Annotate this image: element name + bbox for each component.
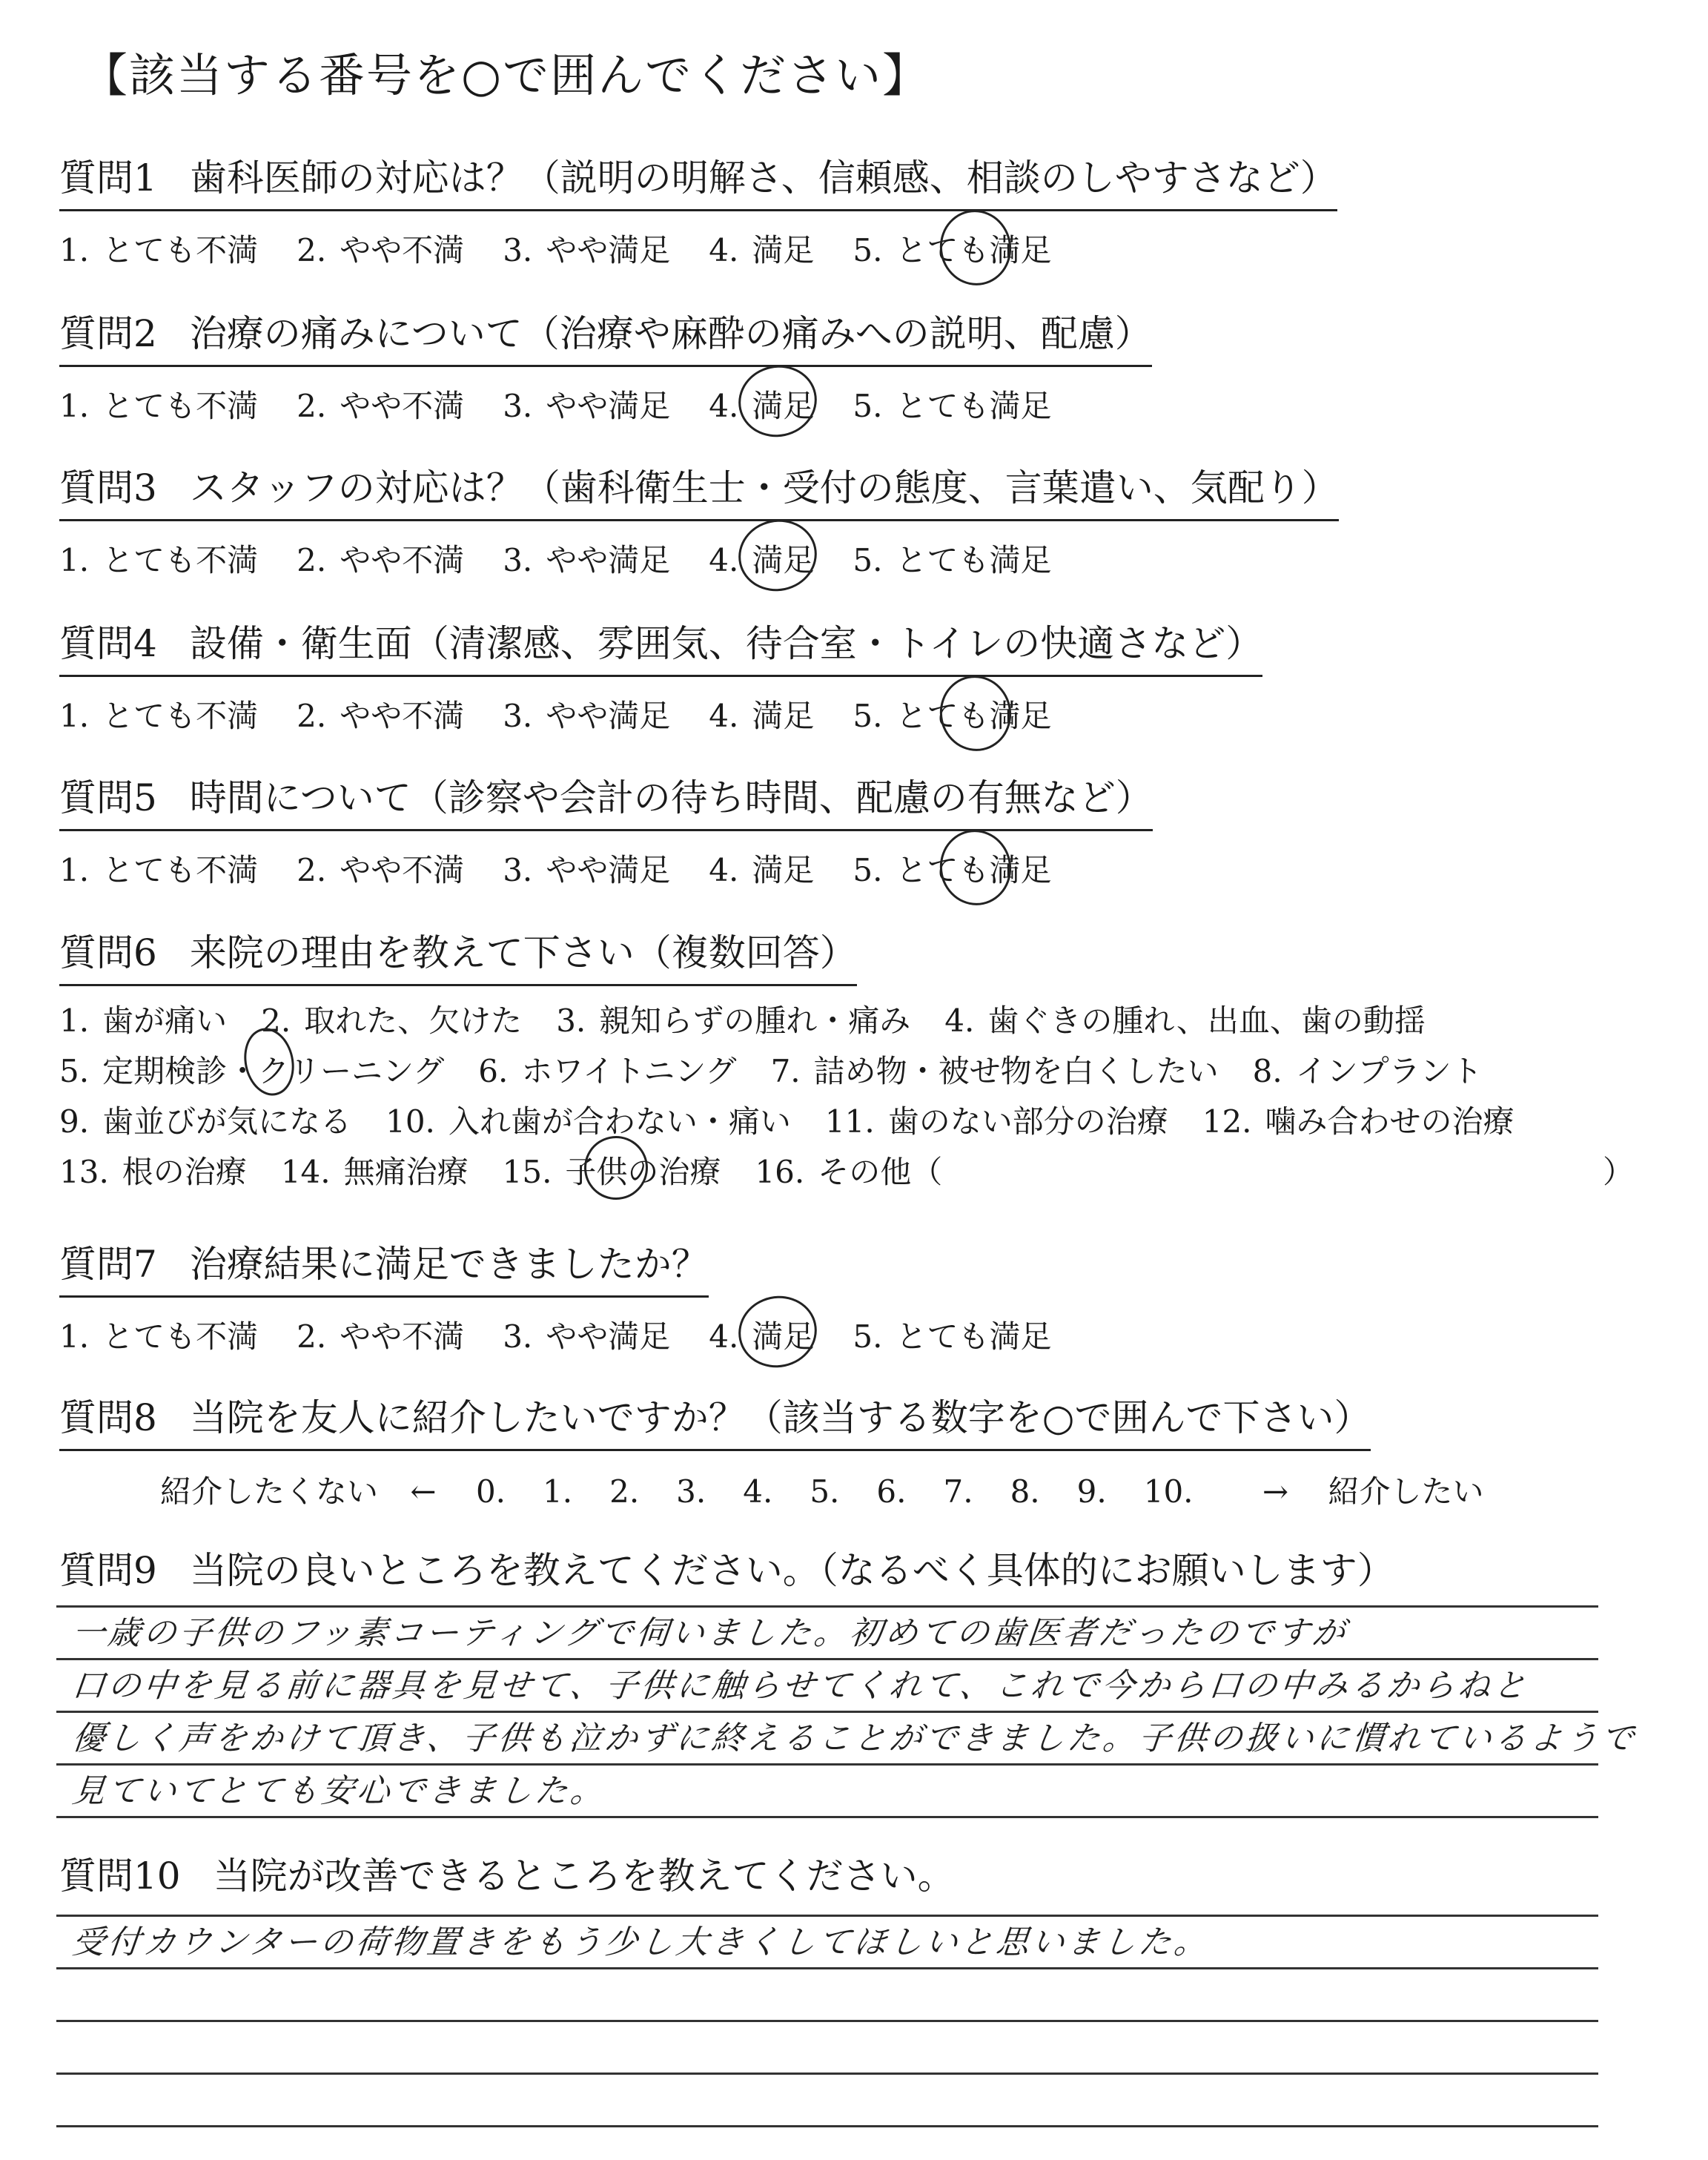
option-label: 根の治療 xyxy=(122,1154,247,1190)
option-label: 入れ歯が合わない・痛い xyxy=(448,1103,791,1140)
scale-number[interactable]: 7. xyxy=(943,1473,973,1510)
option-label: やや不満 xyxy=(340,232,465,268)
answer-option[interactable] xyxy=(297,226,464,271)
option-number: 5. xyxy=(853,852,883,888)
option-label: やや満足 xyxy=(546,232,671,268)
option-label: とても不満 xyxy=(102,542,259,578)
reason-option[interactable] xyxy=(59,997,227,1041)
question-7 xyxy=(59,1235,1090,1357)
option-label: その他（ xyxy=(818,1154,943,1190)
option-number: 1. xyxy=(59,698,90,734)
option-number: 3. xyxy=(503,232,533,268)
answer-option[interactable] xyxy=(853,692,1051,736)
question-text: 時間について（診察や会計の待ち時間、配慮の有無など） xyxy=(189,776,1153,819)
q9-answer-area[interactable] xyxy=(56,1605,1639,1818)
option-label: 無痛治療 xyxy=(343,1154,469,1190)
question-title xyxy=(59,304,1152,367)
option-number: 4. xyxy=(709,232,739,268)
option-number: 1. xyxy=(59,1318,90,1355)
option-number: 4. xyxy=(709,698,739,734)
answer-option[interactable] xyxy=(709,226,814,271)
scale-numbers xyxy=(476,1473,1231,1510)
handwritten-answer: 口の中を見る前に器具を見せて、子供に触らせてくれて、これで今から口の中みるからねと xyxy=(70,1667,1532,1705)
option-number: 14. xyxy=(280,1154,331,1190)
scale-number[interactable]: 10. xyxy=(1143,1473,1194,1510)
reason-option[interactable] xyxy=(478,1047,736,1091)
question-3 xyxy=(59,458,1339,581)
option-number: 2. xyxy=(297,1318,327,1355)
left-arrow-icon: ← xyxy=(410,1473,437,1510)
handwritten-answer: 受付カウンターの荷物置きをもう少し大きくしてほしいと思いました。 xyxy=(70,1923,1212,1961)
question-text: 当院の良いところを教えてください。（なるべく具体的にお願いします） xyxy=(189,1549,1394,1592)
question-title xyxy=(59,148,1337,211)
question-title xyxy=(59,614,1262,677)
option-label: やや満足 xyxy=(546,698,671,734)
option-label: とても不満 xyxy=(102,388,259,424)
option-number: 4. xyxy=(709,1318,739,1355)
answer-option[interactable] xyxy=(59,846,258,891)
option-label: 親知らずの腫れ・痛み xyxy=(599,1003,911,1039)
option-number: 5. xyxy=(853,698,883,734)
option-number: 13. xyxy=(59,1154,109,1190)
answer-option[interactable] xyxy=(59,536,258,581)
other-close-paren: ） xyxy=(1603,1154,1635,1190)
answer-option[interactable] xyxy=(853,1312,1051,1357)
option-number: 5. xyxy=(853,1318,883,1355)
answer-line xyxy=(56,1713,1639,1766)
answer-option[interactable] xyxy=(297,382,464,426)
question-title xyxy=(59,1388,1371,1451)
answer-option[interactable] xyxy=(853,226,1051,271)
reason-option[interactable] xyxy=(385,1097,791,1142)
answer-option[interactable] xyxy=(59,1312,258,1357)
answer-options xyxy=(59,846,1153,891)
question-number: 質問6 xyxy=(59,931,157,974)
option-label: 満足 xyxy=(752,542,815,578)
answer-option[interactable] xyxy=(709,692,814,736)
question-1 xyxy=(59,148,1337,271)
option-label: やや不満 xyxy=(340,1318,465,1355)
scale-number[interactable]: 4. xyxy=(743,1473,773,1510)
reason-row xyxy=(59,1148,1635,1190)
scale-number[interactable]: 6. xyxy=(876,1473,907,1510)
answer-option[interactable] xyxy=(297,536,464,581)
reason-option[interactable] xyxy=(59,1097,351,1142)
option-number: 5. xyxy=(853,232,883,268)
handwritten-answer: 見ていてとても安心できました。 xyxy=(70,1772,609,1810)
option-label: 歯ぐきの腫れ、出血、歯の動揺 xyxy=(987,1003,1426,1039)
option-number: 2. xyxy=(261,1003,291,1039)
question-text: 設備・衛生面（清潔感、雰囲気、待合室・トイレの快適さなど） xyxy=(189,622,1263,665)
option-number: 10. xyxy=(385,1103,435,1140)
option-label: 定期検診・クリーニング xyxy=(102,1053,445,1089)
page-title: 【該当する番号を○で囲んでください】 xyxy=(82,48,930,102)
option-label: とても満足 xyxy=(896,698,1052,734)
reason-option[interactable] xyxy=(503,1148,721,1192)
option-label: やや満足 xyxy=(546,388,671,424)
question-5 xyxy=(59,768,1153,891)
reason-option[interactable] xyxy=(59,1148,247,1192)
option-label: とても満足 xyxy=(896,852,1052,888)
option-number: 16. xyxy=(755,1154,805,1190)
scale-number[interactable]: 9. xyxy=(1076,1473,1107,1510)
option-number: 9. xyxy=(59,1103,90,1140)
answer-options xyxy=(59,382,1152,426)
option-label: 満足 xyxy=(752,1318,815,1355)
reason-option[interactable] xyxy=(771,1047,1219,1091)
answer-option[interactable] xyxy=(59,382,258,426)
question-title xyxy=(59,1846,955,1907)
answer-option[interactable] xyxy=(709,1312,814,1357)
question-number: 質問5 xyxy=(59,776,157,819)
option-label: やや不満 xyxy=(340,698,465,734)
option-label: 満足 xyxy=(752,698,815,734)
answer-option[interactable] xyxy=(297,846,464,891)
question-text: スタッフの対応は？（歯科衛生士・受付の態度、言葉遣い、気配り） xyxy=(189,466,1339,509)
option-number: 3. xyxy=(503,698,533,734)
option-label: とても不満 xyxy=(102,232,259,268)
option-number: 2. xyxy=(297,852,327,888)
option-number: 1. xyxy=(59,388,90,424)
reason-option[interactable] xyxy=(556,997,910,1041)
question-2 xyxy=(59,304,1152,426)
question-number: 質問8 xyxy=(59,1396,157,1439)
question-title xyxy=(59,923,857,986)
question-9 xyxy=(59,1541,1394,1602)
answer-line xyxy=(56,1660,1598,1713)
scale-number[interactable]: 3. xyxy=(676,1473,706,1510)
option-number: 15. xyxy=(502,1154,552,1190)
answer-option[interactable] xyxy=(503,846,670,891)
option-label: とても満足 xyxy=(896,542,1052,578)
question-text: 当院を友人に紹介したいですか？（該当する数字を○で囲んで下さい） xyxy=(189,1396,1371,1439)
option-number: 8. xyxy=(1252,1053,1282,1089)
option-number: 3. xyxy=(556,1003,586,1039)
question-text: 来院の理由を教えて下さい（複数回答） xyxy=(189,931,857,974)
option-number: 2. xyxy=(297,232,327,268)
option-label: 歯並びが気になる xyxy=(102,1103,352,1140)
option-label: 歯が痛い xyxy=(102,1003,228,1039)
reason-option[interactable] xyxy=(1202,1097,1515,1142)
option-number: 12. xyxy=(1202,1103,1252,1140)
question-8 xyxy=(59,1388,1483,1512)
reason-row xyxy=(59,1097,1549,1140)
option-number: 3. xyxy=(503,852,533,888)
option-label: やや不満 xyxy=(340,542,465,578)
question-number: 質問1 xyxy=(59,156,157,199)
answer-option[interactable] xyxy=(297,692,464,736)
answer-option[interactable] xyxy=(297,1312,464,1357)
answer-options xyxy=(59,1312,1090,1357)
option-label: とても不満 xyxy=(102,852,259,888)
answer-line xyxy=(56,1766,1598,1818)
scale-number[interactable]: 2. xyxy=(609,1473,640,1510)
answer-option[interactable] xyxy=(853,846,1051,891)
option-label: 取れた、欠けた xyxy=(304,1003,523,1039)
option-number: 4. xyxy=(709,852,739,888)
question-number: 質問7 xyxy=(59,1243,157,1286)
reason-row xyxy=(59,997,1549,1037)
question-number: 質問2 xyxy=(59,312,157,355)
answer-option[interactable] xyxy=(853,536,1051,581)
scale-right-label: 紹介したい xyxy=(1328,1473,1484,1510)
scale-number[interactable]: 8. xyxy=(1010,1473,1040,1510)
answer-option[interactable] xyxy=(503,692,670,736)
option-number: 3. xyxy=(503,388,533,424)
answer-option[interactable] xyxy=(853,382,1051,426)
option-number: 11. xyxy=(824,1103,875,1140)
answer-line xyxy=(56,2075,1598,2127)
answer-option[interactable] xyxy=(503,382,670,426)
option-label: とても満足 xyxy=(896,388,1052,424)
handwritten-answer: 一歳の子供のフッ素コーティングで伺いました。初めての歯医者だったのですが xyxy=(70,1614,1350,1652)
option-label: 子供の治療 xyxy=(565,1154,721,1190)
question-title xyxy=(59,1541,1394,1602)
answer-option[interactable] xyxy=(709,382,814,426)
question-title xyxy=(59,768,1153,831)
option-number: 7. xyxy=(770,1053,801,1089)
option-label: やや満足 xyxy=(546,542,671,578)
option-label: やや不満 xyxy=(340,388,465,424)
option-number: 2. xyxy=(297,698,327,734)
reason-option[interactable] xyxy=(281,1148,469,1192)
option-label: 満足 xyxy=(752,232,815,268)
question-number: 質問4 xyxy=(59,622,157,665)
answer-options xyxy=(59,692,1262,736)
reason-row xyxy=(59,1047,1549,1087)
reason-option[interactable] xyxy=(59,1047,444,1091)
question-title xyxy=(59,458,1339,521)
question-number: 質問9 xyxy=(59,1549,157,1592)
option-label: インプラント xyxy=(1295,1053,1483,1089)
question-number: 質問3 xyxy=(59,466,157,509)
scale-number[interactable]: 0. xyxy=(475,1473,506,1510)
option-label: やや満足 xyxy=(546,852,671,888)
option-label: 満足 xyxy=(752,388,815,424)
answer-line xyxy=(56,2022,1598,2075)
option-number: 4. xyxy=(709,388,739,424)
question-text: 歯科医師の対応は？（説明の明解さ、信頼感、相談のしやすさなど） xyxy=(189,156,1337,199)
answer-option[interactable] xyxy=(503,226,670,271)
answer-options xyxy=(59,226,1337,271)
option-number: 2. xyxy=(297,388,327,424)
q10-answer-area[interactable] xyxy=(56,1915,1598,2127)
reason-option[interactable] xyxy=(755,1148,942,1192)
answer-option[interactable] xyxy=(503,536,670,581)
reason-option[interactable] xyxy=(261,997,522,1041)
option-label: 満足 xyxy=(752,852,815,888)
question-text: 治療結果に満足できましたか？ xyxy=(189,1243,709,1286)
option-label: 歯のない部分の治療 xyxy=(887,1103,1168,1140)
option-label: やや不満 xyxy=(340,852,465,888)
option-number: 2. xyxy=(297,542,327,578)
question-text: 当院が改善できるところを教えてください。 xyxy=(213,1855,955,1898)
answer-option[interactable] xyxy=(59,692,258,736)
option-number: 6. xyxy=(478,1053,509,1089)
option-number: 5. xyxy=(853,542,883,578)
option-number: 1. xyxy=(59,542,90,578)
answer-line xyxy=(56,1915,1598,1969)
option-number: 3. xyxy=(503,542,533,578)
scale-number[interactable]: 1. xyxy=(543,1473,573,1510)
option-number: 5. xyxy=(59,1053,90,1089)
option-number: 1. xyxy=(59,1003,90,1039)
option-number: 1. xyxy=(59,232,90,268)
option-label: ホワイトニング xyxy=(521,1053,737,1089)
option-label: とても満足 xyxy=(896,1318,1052,1355)
option-number: 4. xyxy=(944,1003,975,1039)
option-label: とても満足 xyxy=(896,232,1052,268)
answer-option[interactable] xyxy=(59,226,258,271)
question-4 xyxy=(59,614,1262,736)
answer-line xyxy=(56,1605,1598,1660)
reason-option[interactable] xyxy=(825,1097,1168,1142)
question-10 xyxy=(59,1846,955,1907)
answer-option[interactable] xyxy=(709,536,814,581)
option-label: とても不満 xyxy=(102,1318,259,1355)
option-label: 噛み合わせの治療 xyxy=(1265,1103,1515,1140)
answer-option[interactable] xyxy=(709,846,814,891)
option-number: 4. xyxy=(709,542,739,578)
right-arrow-icon: → xyxy=(1262,1473,1289,1510)
option-number: 1. xyxy=(59,852,90,888)
option-label: とても不満 xyxy=(102,698,259,734)
question-text: 治療の痛みについて（治療や麻酔の痛みへの説明、配慮） xyxy=(189,312,1152,355)
answer-option[interactable] xyxy=(503,1312,670,1357)
question-number: 質問10 xyxy=(59,1855,181,1898)
scale-left-label: 紹介したくない xyxy=(160,1473,379,1510)
option-number: 3. xyxy=(503,1318,533,1355)
recommend-scale xyxy=(59,1467,1483,1512)
answer-line xyxy=(56,1969,1598,2022)
reason-options xyxy=(59,997,1635,1190)
option-label: 詰め物・被せ物を白くしたい xyxy=(813,1053,1219,1089)
reason-option[interactable] xyxy=(944,997,1426,1041)
answer-options xyxy=(59,536,1339,581)
option-number: 5. xyxy=(853,388,883,424)
scale-number[interactable]: 5. xyxy=(810,1473,840,1510)
reason-option[interactable] xyxy=(1253,1047,1483,1091)
question-6 xyxy=(59,923,1635,1190)
handwritten-answer: 優しく声をかけて頂き、子供も泣かずに終えることができました。子供の扱いに慣れているようで xyxy=(70,1720,1639,1757)
option-label: やや満足 xyxy=(546,1318,671,1355)
question-title xyxy=(59,1235,709,1298)
